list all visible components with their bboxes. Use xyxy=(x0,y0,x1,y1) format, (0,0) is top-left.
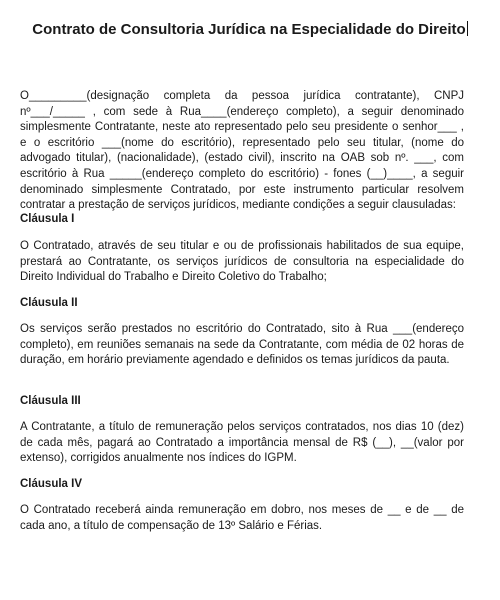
text-cursor xyxy=(467,21,468,36)
clause-4-text: O Contratado receberá ainda remuneração em dobro, nos meses de __ e de __ de cada ano, a título de compensação de 13º Salário e Férias. xyxy=(20,504,464,532)
intro-paragraph: O_________(designação completa da pessoa jurídica contratante), CNPJ nº___/_____ , com sede à Rua____(endereço completo), a seguir denominado simplesmente Contratante, neste ato representado pelo seu presidente o senhor___ , e o escritório ___(nome do escritório), representado pelo seu titular, (nome do advogado titular), (nacionalidade), (estado civil), inscrito na OAB sob nº. ___, com escritório à Rua _____(endereço completo do escritório) - fones (__)____, a seguir denominado simplesmente Contratado, por este instrumento particular resolvem contratar a prestação de serviços jurídicos, mediante condições a seguir clausuladas: xyxy=(20,90,464,212)
clause-2-text: Os serviços serão prestados no escritório do Contratado, sito à Rua ___(endereço completo), em reuniões semanais na sede da Contratante, com média de 02 horas de duração, em horário previamente agendado e definidos os temas jurídicos da pauta. xyxy=(20,323,464,367)
document-title-text: Contrato de Consultoria Jurídica na Especialidade do Direito xyxy=(32,21,466,38)
clause-1-text: O Contratado, através de seu titular e ou de profissionais habilitados de sua equipe, prestará ao Contratante, os serviços jurídicos de consultoria na especialidade do Direito Individual do Trabalho e Direito Coletivo do Trabalho; xyxy=(20,240,464,284)
clause-3-heading: Cláusula III xyxy=(20,395,81,407)
clause-4-heading: Cláusula IV xyxy=(20,478,82,490)
document-title xyxy=(20,20,480,40)
clause-2-heading: Cláusula II xyxy=(20,297,78,309)
clause-1-heading: Cláusula I xyxy=(20,213,75,225)
clause-3-text: A Contratante, a título de remuneração pelos serviços contratados, nos dias 10 (dez) de cada mês, pagará ao Contratado a importância mensal de R$ (__), __(valor por extenso), corrigidos anualmente nos índices do IGPM. xyxy=(20,421,464,465)
